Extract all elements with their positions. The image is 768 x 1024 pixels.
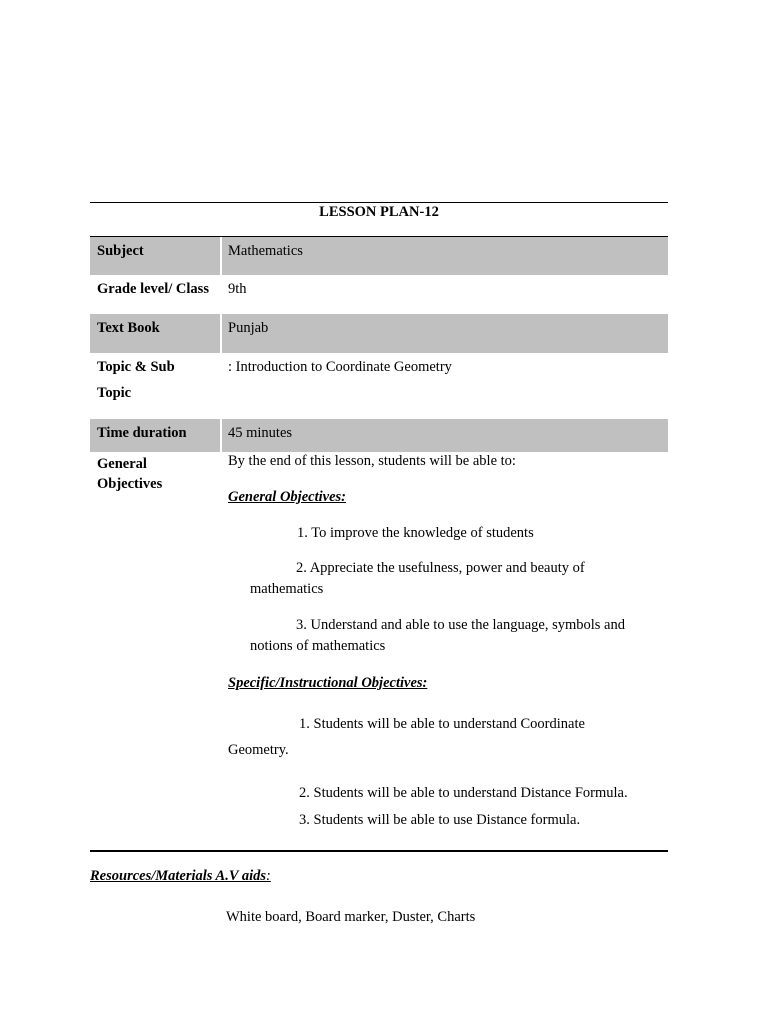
- grade-row: [90, 275, 668, 314]
- general-objective-3-line2: notions of mathematics: [250, 638, 386, 654]
- general-objective-1: 1. To improve the knowledge of students: [297, 525, 534, 541]
- objectives-label: [90, 452, 220, 850]
- topic-value: : Introduction to Coordinate Geometry: [228, 359, 452, 375]
- resources-heading: [90, 868, 271, 885]
- table-bottom-rule: [90, 850, 668, 852]
- objectives-label-line2: Objectives: [97, 476, 163, 492]
- specific-objective-2: 2. Students will be able to understand Distance Formula.: [299, 785, 628, 801]
- resources-colon: :: [266, 868, 271, 884]
- time-label: Time duration: [90, 419, 220, 452]
- topic-label: [90, 353, 220, 419]
- specific-objective-1-line1: 1. Students will be able to understand Coordinate: [299, 716, 585, 732]
- grade-value: 9th: [228, 281, 247, 297]
- topic-label-line2: Topic: [97, 385, 132, 401]
- resources-label: Resources/Materials A.V aids: [90, 868, 267, 884]
- objectives-intro: By the end of this lesson, students will be able to:: [228, 453, 516, 469]
- textbook-label: Text Book: [90, 314, 220, 353]
- specific-objective-1-line2: Geometry.: [228, 742, 289, 758]
- general-objective-3-line1: 3. Understand and able to use the language, symbols and: [296, 617, 625, 633]
- subject-value: Mathematics: [222, 237, 668, 275]
- general-objectives-heading: General Objectives:: [228, 489, 346, 505]
- subject-label: Subject: [90, 237, 220, 275]
- time-row: [90, 419, 668, 452]
- textbook-row: [90, 314, 668, 353]
- specific-objective-3: 3. Students will be able to use Distance formula.: [299, 812, 581, 828]
- objectives-label-line1: General: [97, 456, 147, 472]
- resources-items: White board, Board marker, Duster, Charts: [226, 909, 476, 925]
- general-objective-2-line1: 2. Appreciate the usefulness, power and beauty of: [296, 560, 585, 576]
- general-objective-2-line2: mathematics: [250, 581, 324, 597]
- subject-row: [90, 237, 668, 275]
- specific-objectives-heading: Specific/Instructional Objectives:: [228, 675, 428, 691]
- topic-label-line1: Topic & Sub: [97, 359, 175, 375]
- lesson-plan-title: LESSON PLAN-12: [319, 204, 439, 220]
- topic-row: [90, 353, 668, 419]
- time-value: 45 minutes: [222, 419, 668, 452]
- grade-label: Grade level/ Class: [97, 281, 209, 297]
- textbook-value: Punjab: [222, 314, 668, 353]
